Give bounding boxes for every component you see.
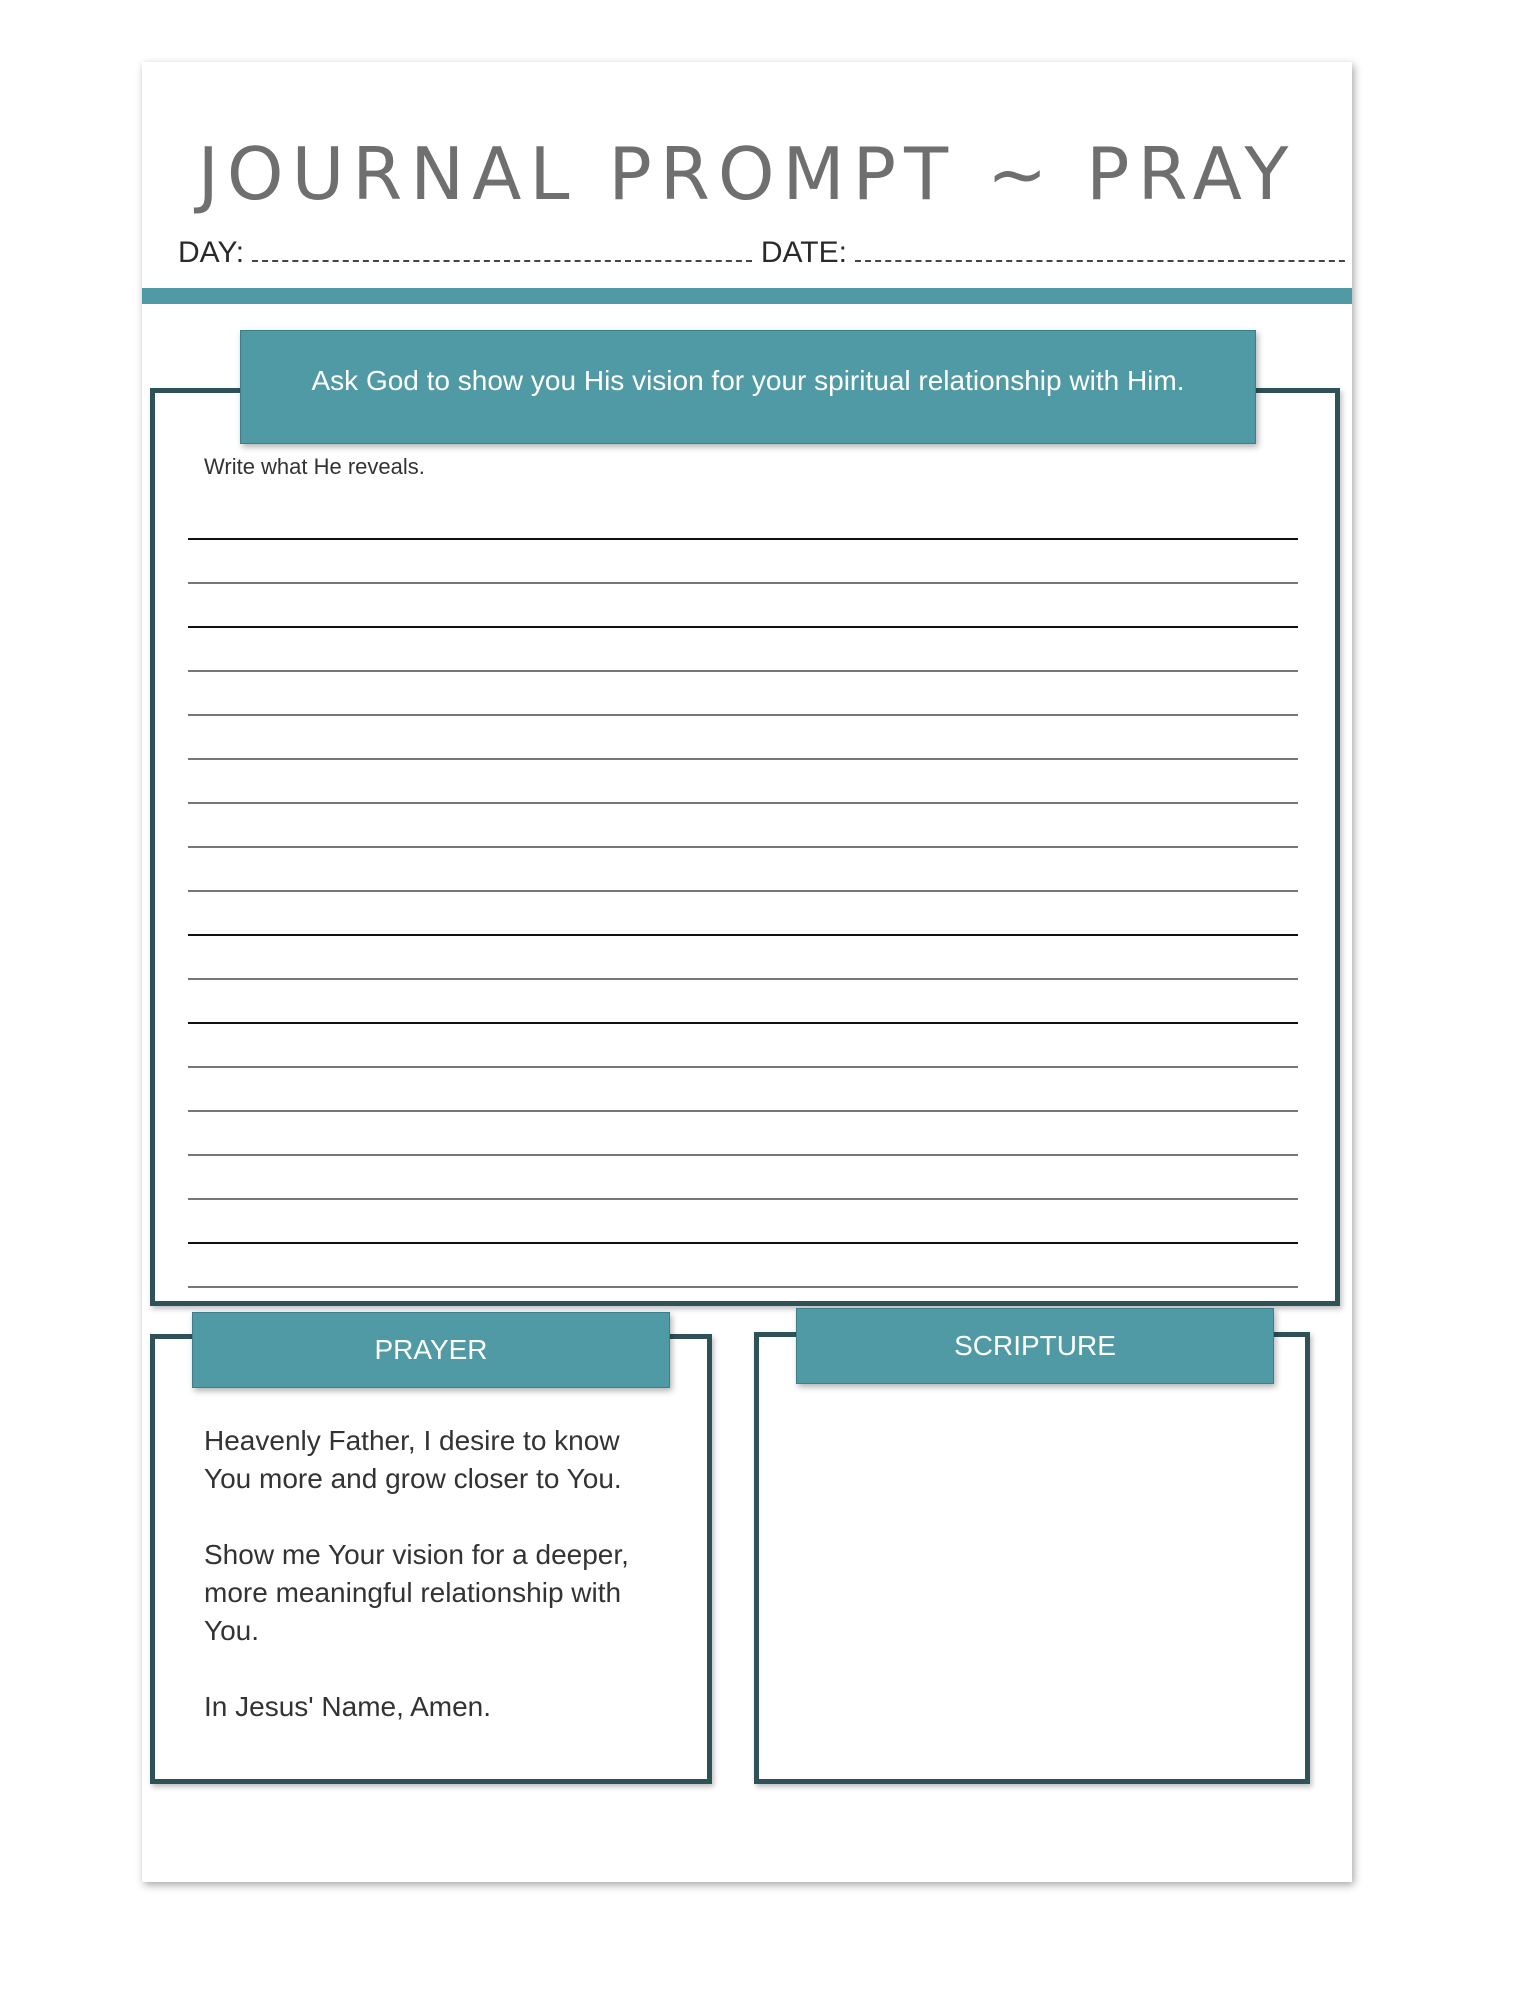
day-date-row	[178, 232, 1348, 270]
prayer-paragraph: Heavenly Father, I desire to know You more and grow closer to You.	[204, 1425, 622, 1494]
writing-line[interactable]	[188, 1112, 1298, 1156]
prayer-text	[204, 1422, 674, 1764]
writing-line[interactable]	[188, 892, 1298, 936]
scripture-heading: SCRIPTURE	[796, 1308, 1274, 1384]
writing-lines[interactable]	[188, 496, 1298, 1288]
prompt-banner: Ask God to show you His vision for your spiritual relationship with Him.	[240, 330, 1256, 444]
writing-line[interactable]	[188, 1156, 1298, 1200]
writing-line[interactable]	[188, 760, 1298, 804]
journal-page	[142, 62, 1352, 1882]
writing-line[interactable]	[188, 1024, 1298, 1068]
writing-line[interactable]	[188, 628, 1298, 672]
writing-line[interactable]	[188, 584, 1298, 628]
date-label: DATE:	[760, 236, 847, 269]
writing-line[interactable]	[188, 1244, 1298, 1288]
prayer-paragraph: Show me Your vision for a deeper, more meaningful relationship with You.	[204, 1539, 629, 1646]
day-label: DAY:	[178, 236, 245, 269]
writing-line[interactable]	[188, 496, 1298, 540]
writing-line[interactable]	[188, 804, 1298, 848]
writing-line[interactable]	[188, 672, 1298, 716]
header-divider	[142, 288, 1352, 304]
writing-line[interactable]	[188, 716, 1298, 760]
prayer-paragraph: In Jesus' Name, Amen.	[204, 1691, 492, 1722]
write-instruction: Write what He reveals.	[204, 454, 425, 479]
day-field[interactable]	[252, 232, 752, 262]
writing-line[interactable]	[188, 848, 1298, 892]
date-field[interactable]	[855, 232, 1348, 262]
writing-line[interactable]	[188, 936, 1298, 980]
writing-line[interactable]	[188, 1068, 1298, 1112]
writing-line[interactable]	[188, 540, 1298, 584]
prayer-heading: PRAYER	[192, 1312, 670, 1388]
writing-line[interactable]	[188, 1200, 1298, 1244]
page-title: JOURNAL PROMPT ~ PRAY	[197, 132, 1297, 216]
writing-line[interactable]	[188, 980, 1298, 1024]
scripture-box[interactable]	[754, 1332, 1310, 1784]
